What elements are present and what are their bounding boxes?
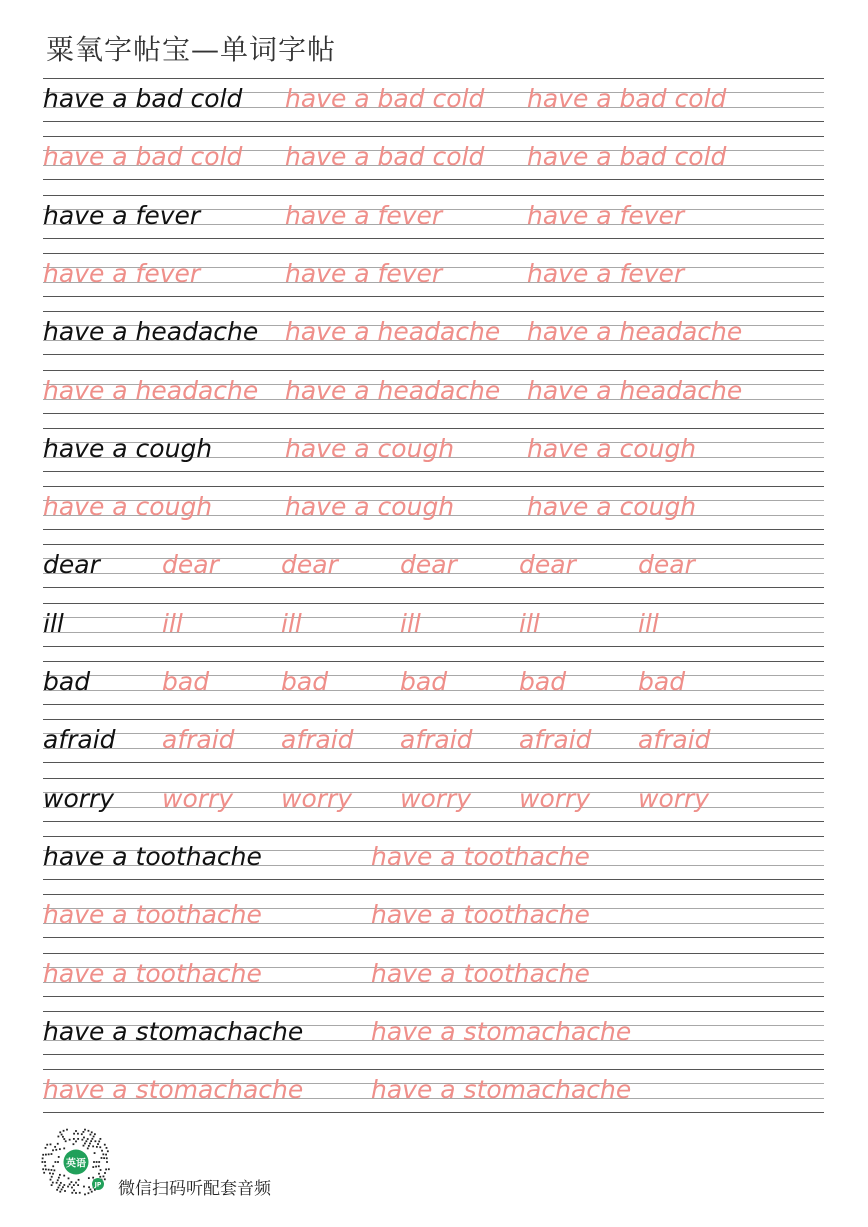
qr-dot bbox=[99, 1138, 101, 1140]
qr-dot bbox=[83, 1131, 85, 1133]
trace-word: afraid bbox=[400, 725, 473, 755]
qr-dot bbox=[54, 1146, 56, 1148]
ruling-line bbox=[43, 78, 824, 79]
footer bbox=[40, 1126, 440, 1198]
trace-word: have a stomachache bbox=[371, 1075, 632, 1105]
trace-word: dear bbox=[519, 550, 576, 580]
qr-dot bbox=[101, 1157, 103, 1159]
trace-word: have a toothache bbox=[43, 900, 262, 930]
qr-dot bbox=[43, 1172, 45, 1174]
qr-dot bbox=[46, 1144, 48, 1146]
ruling-line bbox=[43, 894, 824, 895]
qr-dot bbox=[44, 1161, 46, 1163]
model-word: ill bbox=[43, 608, 64, 638]
trace-word: afraid bbox=[281, 725, 354, 755]
ruling-line bbox=[43, 821, 824, 822]
trace-word: have a bad cold bbox=[527, 84, 727, 113]
qr-dot bbox=[52, 1165, 54, 1167]
scan-instruction: 微信扫码听配套音频 bbox=[118, 1179, 271, 1199]
qr-dot bbox=[57, 1187, 59, 1189]
qr-dot bbox=[100, 1169, 102, 1171]
practice-row bbox=[43, 370, 824, 414]
page-title: 粟氧字帖宝—单词字帖 bbox=[46, 33, 337, 66]
trace-word: have a bad cold bbox=[285, 142, 485, 172]
qr-dot bbox=[49, 1172, 51, 1174]
ruling-line bbox=[43, 413, 824, 414]
trace-word: have a headache bbox=[527, 317, 743, 347]
qr-dot bbox=[98, 1173, 100, 1175]
ruling-line bbox=[43, 937, 824, 938]
qr-dot bbox=[69, 1139, 71, 1141]
trace-word: afraid bbox=[638, 725, 711, 755]
qr-dot bbox=[106, 1157, 108, 1159]
qr-dot bbox=[62, 1136, 64, 1138]
qr-dot bbox=[98, 1141, 100, 1143]
ruling-line bbox=[43, 603, 824, 604]
model-word: have a headache bbox=[43, 317, 259, 347]
qr-dot bbox=[51, 1176, 53, 1178]
qr-dot bbox=[99, 1176, 101, 1178]
ruling-line bbox=[43, 354, 824, 355]
qr-dot bbox=[45, 1147, 47, 1149]
qr-dot bbox=[81, 1139, 83, 1141]
model-word: worry bbox=[43, 783, 115, 813]
trace-word: worry bbox=[519, 783, 591, 813]
trace-word: have a cough bbox=[285, 433, 455, 463]
ruling-line bbox=[43, 1069, 824, 1070]
ruling-line bbox=[43, 953, 824, 954]
trace-word: dear bbox=[638, 550, 695, 580]
ruling-line bbox=[43, 879, 824, 880]
model-word: dear bbox=[43, 550, 100, 580]
qr-dot bbox=[103, 1176, 105, 1178]
trace-word: have a fever bbox=[527, 200, 685, 230]
qr-dot bbox=[75, 1141, 77, 1143]
qr-dot bbox=[73, 1189, 75, 1191]
ruling-line bbox=[43, 1011, 824, 1012]
qr-dot bbox=[92, 1166, 94, 1168]
qr-dot bbox=[57, 1179, 59, 1181]
practice-row bbox=[43, 195, 824, 239]
model-word: afraid bbox=[43, 725, 116, 755]
qr-dot bbox=[96, 1146, 98, 1148]
qr-dot bbox=[88, 1145, 90, 1147]
trace-word: bad bbox=[638, 667, 686, 696]
qr-dot bbox=[83, 1137, 85, 1139]
qr-dot bbox=[83, 1145, 85, 1147]
qr-dot bbox=[73, 1138, 75, 1140]
practice-row bbox=[43, 544, 824, 588]
practice-row bbox=[43, 78, 824, 122]
practice-row bbox=[43, 136, 824, 180]
qr-dot bbox=[50, 1179, 52, 1181]
practice-row bbox=[43, 661, 824, 705]
qr-dot bbox=[91, 1138, 93, 1140]
qr-dot bbox=[88, 1192, 90, 1194]
qr-dot bbox=[103, 1157, 105, 1159]
qr-dot bbox=[63, 1148, 65, 1150]
ruling-line bbox=[43, 778, 824, 779]
ruling-line bbox=[43, 529, 824, 530]
qr-dot bbox=[45, 1154, 47, 1156]
model-word: have a cough bbox=[43, 433, 213, 463]
trace-word: have a headache bbox=[43, 375, 259, 405]
model-word: have a fever bbox=[43, 200, 201, 230]
trace-word: ill bbox=[519, 608, 540, 638]
ruling-line bbox=[43, 471, 824, 472]
practice-row bbox=[43, 253, 824, 297]
trace-word: ill bbox=[638, 608, 659, 638]
qr-dot bbox=[98, 1161, 100, 1163]
qr-dot bbox=[91, 1191, 93, 1193]
ruling-line bbox=[43, 544, 824, 545]
qr-dot bbox=[55, 1149, 57, 1151]
ruling-line bbox=[43, 719, 824, 720]
qr-dot bbox=[104, 1172, 106, 1174]
qr-dot bbox=[75, 1182, 77, 1184]
ruling-line bbox=[43, 238, 824, 239]
practice-row bbox=[43, 836, 824, 880]
ruling-line bbox=[43, 253, 824, 254]
trace-word: have a cough bbox=[527, 433, 697, 463]
qr-dot bbox=[88, 1130, 90, 1132]
qr-dot bbox=[105, 1169, 107, 1171]
trace-word: afraid bbox=[519, 725, 592, 755]
model-word: have a toothache bbox=[43, 841, 262, 871]
qr-dot bbox=[61, 1134, 63, 1136]
ruling-line bbox=[43, 486, 824, 487]
ruling-line bbox=[43, 428, 824, 429]
qr-dot bbox=[77, 1138, 79, 1140]
qr-badge-label: 英语 bbox=[66, 1158, 86, 1170]
trace-word: worry bbox=[281, 783, 353, 813]
qr-dot bbox=[44, 1165, 46, 1167]
trace-word: bad bbox=[400, 667, 448, 696]
qr-dot bbox=[42, 1168, 44, 1170]
ruling-line bbox=[43, 661, 824, 662]
trace-word: have a toothache bbox=[43, 958, 262, 988]
qr-dot bbox=[63, 1138, 65, 1140]
qr-dot bbox=[69, 1183, 71, 1185]
qr-dot bbox=[108, 1168, 110, 1170]
qr-dot bbox=[102, 1153, 104, 1155]
ruling-line bbox=[43, 762, 824, 763]
qr-dot bbox=[89, 1143, 91, 1145]
qr-dot bbox=[51, 1184, 53, 1186]
qr-dot bbox=[53, 1169, 55, 1171]
trace-word: have a toothache bbox=[371, 841, 590, 871]
ruling-line bbox=[43, 587, 824, 588]
qr-dot bbox=[84, 1129, 86, 1131]
trace-word: ill bbox=[400, 608, 421, 638]
qr-dot bbox=[75, 1192, 77, 1194]
qr-dot bbox=[58, 1156, 60, 1158]
qr-dot bbox=[77, 1133, 79, 1135]
trace-word: have a fever bbox=[527, 258, 685, 288]
practice-row bbox=[43, 953, 824, 997]
trace-word: have a bad cold bbox=[285, 84, 485, 113]
qr-dot bbox=[107, 1150, 109, 1152]
trace-word: bad bbox=[162, 667, 210, 696]
qr-dot bbox=[106, 1147, 108, 1149]
qr-dot bbox=[75, 1130, 77, 1132]
qr-dot bbox=[88, 1177, 90, 1179]
practice-row bbox=[43, 894, 824, 938]
qr-dot bbox=[93, 1161, 95, 1163]
qr-dot bbox=[85, 1140, 87, 1142]
qr-dot bbox=[81, 1133, 83, 1135]
qr-dot bbox=[99, 1146, 101, 1148]
qr-dot bbox=[65, 1140, 67, 1142]
practice-row bbox=[43, 719, 824, 763]
trace-word: have a cough bbox=[527, 492, 697, 522]
qr-dot bbox=[52, 1173, 54, 1175]
qr-dot bbox=[88, 1186, 90, 1188]
qr-dot bbox=[94, 1133, 96, 1135]
qr-dot bbox=[90, 1134, 92, 1136]
qr-dot bbox=[73, 1184, 75, 1186]
qr-dot bbox=[94, 1152, 96, 1154]
trace-word: worry bbox=[400, 783, 472, 813]
qr-dot bbox=[73, 1133, 75, 1135]
ruling-line bbox=[43, 370, 824, 371]
ruling-line bbox=[43, 704, 824, 705]
qr-dot bbox=[90, 1140, 92, 1142]
qr-dot bbox=[84, 1193, 86, 1195]
qr-dot bbox=[71, 1181, 73, 1183]
ruling-line bbox=[43, 836, 824, 837]
practice-row bbox=[43, 603, 824, 647]
qr-dot bbox=[95, 1166, 97, 1168]
qr-code-icon[interactable] bbox=[40, 1126, 112, 1198]
qr-dot bbox=[59, 1191, 61, 1193]
qr-dot bbox=[61, 1189, 63, 1191]
trace-word: dear bbox=[281, 550, 338, 580]
trace-word: have a fever bbox=[285, 200, 443, 230]
trace-word: ill bbox=[162, 608, 183, 638]
ruling-line bbox=[43, 1112, 824, 1113]
practice-row bbox=[43, 311, 824, 355]
trace-word: have a bad cold bbox=[43, 142, 243, 172]
trace-word: have a headache bbox=[285, 375, 501, 405]
qr-dot bbox=[84, 1143, 86, 1145]
qr-dot bbox=[52, 1182, 54, 1184]
qr-dot bbox=[63, 1175, 65, 1177]
ruling-line bbox=[43, 136, 824, 137]
qr-dot bbox=[66, 1129, 68, 1131]
trace-word: afraid bbox=[162, 725, 235, 755]
trace-word: bad bbox=[519, 667, 567, 696]
trace-word: have a stomachache bbox=[371, 1016, 632, 1046]
trace-word: have a fever bbox=[43, 258, 201, 288]
trace-word: have a bad cold bbox=[527, 142, 727, 172]
qr-dot bbox=[59, 1174, 61, 1176]
practice-row bbox=[43, 428, 824, 472]
qr-dot bbox=[96, 1161, 98, 1163]
qr-dot bbox=[73, 1143, 75, 1145]
trace-word: have a toothache bbox=[371, 958, 590, 988]
practice-row bbox=[43, 778, 824, 822]
qr-dot bbox=[87, 1138, 89, 1140]
qr-dot bbox=[71, 1192, 73, 1194]
qr-dot bbox=[92, 1145, 94, 1147]
trace-word: have a cough bbox=[43, 492, 213, 522]
ruling-line bbox=[43, 195, 824, 196]
qr-dot bbox=[91, 1131, 93, 1133]
qr-dot bbox=[57, 1136, 59, 1138]
trace-word: have a toothache bbox=[371, 900, 590, 930]
qr-dot bbox=[59, 1131, 61, 1133]
ruling-line bbox=[43, 179, 824, 180]
qr-dot bbox=[64, 1190, 66, 1192]
qr-dot bbox=[68, 1177, 70, 1179]
qr-dot bbox=[78, 1179, 80, 1181]
qr-dot bbox=[57, 1161, 59, 1163]
trace-word: have a cough bbox=[285, 492, 455, 522]
qr-dot bbox=[51, 1153, 53, 1155]
trace-word: dear bbox=[400, 550, 457, 580]
ruling-line bbox=[43, 121, 824, 122]
qr-dot bbox=[42, 1157, 44, 1159]
qr-dot bbox=[59, 1148, 61, 1150]
qr-dot bbox=[55, 1161, 57, 1163]
qr-dot bbox=[77, 1184, 79, 1186]
qr-dot bbox=[90, 1189, 92, 1191]
model-word: have a stomachache bbox=[43, 1016, 304, 1046]
qr-dot bbox=[67, 1186, 69, 1188]
ruling-line bbox=[43, 311, 824, 312]
qr-dot bbox=[58, 1177, 60, 1179]
qr-dot bbox=[83, 1186, 85, 1188]
model-word: have a bad cold bbox=[43, 84, 243, 113]
qr-dot bbox=[87, 1148, 89, 1150]
qr-dot bbox=[52, 1149, 54, 1151]
ruling-line bbox=[43, 296, 824, 297]
qr-corner-label: JP bbox=[94, 1181, 102, 1189]
qr-dot bbox=[50, 1143, 52, 1145]
qr-dot bbox=[105, 1154, 107, 1156]
qr-dot bbox=[104, 1178, 106, 1180]
ruling-line bbox=[43, 646, 824, 647]
trace-word: worry bbox=[162, 783, 234, 813]
trace-word: worry bbox=[638, 783, 710, 813]
trace-word: bad bbox=[281, 667, 329, 696]
qr-dot bbox=[104, 1144, 106, 1146]
qr-dot bbox=[56, 1189, 58, 1191]
qr-dot bbox=[94, 1140, 96, 1142]
qr-dot bbox=[56, 1182, 58, 1184]
practice-row bbox=[43, 486, 824, 530]
trace-word: ill bbox=[281, 608, 302, 638]
qr-dot bbox=[51, 1169, 53, 1171]
qr-dot bbox=[57, 1143, 59, 1145]
model-word: bad bbox=[43, 667, 91, 696]
qr-dot bbox=[98, 1165, 100, 1167]
qr-dot bbox=[93, 1136, 95, 1138]
trace-word: have a fever bbox=[285, 258, 443, 288]
ruling-line bbox=[43, 617, 824, 618]
qr-dot bbox=[62, 1186, 64, 1188]
ruling-line bbox=[43, 632, 824, 633]
qr-dot bbox=[71, 1187, 73, 1189]
qr-dot bbox=[48, 1153, 50, 1155]
qr-dot bbox=[106, 1161, 108, 1163]
qr-dot bbox=[63, 1130, 65, 1132]
qr-dot bbox=[42, 1161, 44, 1163]
qr-dot bbox=[59, 1184, 61, 1186]
trace-word: dear bbox=[162, 550, 219, 580]
qr-dot bbox=[60, 1182, 62, 1184]
qr-dot bbox=[79, 1192, 81, 1194]
qr-dot bbox=[97, 1143, 99, 1145]
ruling-line bbox=[43, 996, 824, 997]
practice-row bbox=[43, 1069, 824, 1113]
qr-dot bbox=[45, 1169, 47, 1171]
qr-dot bbox=[42, 1154, 44, 1156]
practice-row bbox=[43, 1011, 824, 1055]
qr-dot bbox=[92, 1177, 94, 1179]
qr-dot bbox=[63, 1184, 65, 1186]
ruling-line bbox=[43, 1054, 824, 1055]
qr-dot bbox=[101, 1150, 103, 1152]
trace-word: have a headache bbox=[527, 375, 743, 405]
trace-word: have a stomachache bbox=[43, 1075, 304, 1105]
qr-dot bbox=[48, 1169, 50, 1171]
trace-word: have a headache bbox=[285, 317, 501, 347]
